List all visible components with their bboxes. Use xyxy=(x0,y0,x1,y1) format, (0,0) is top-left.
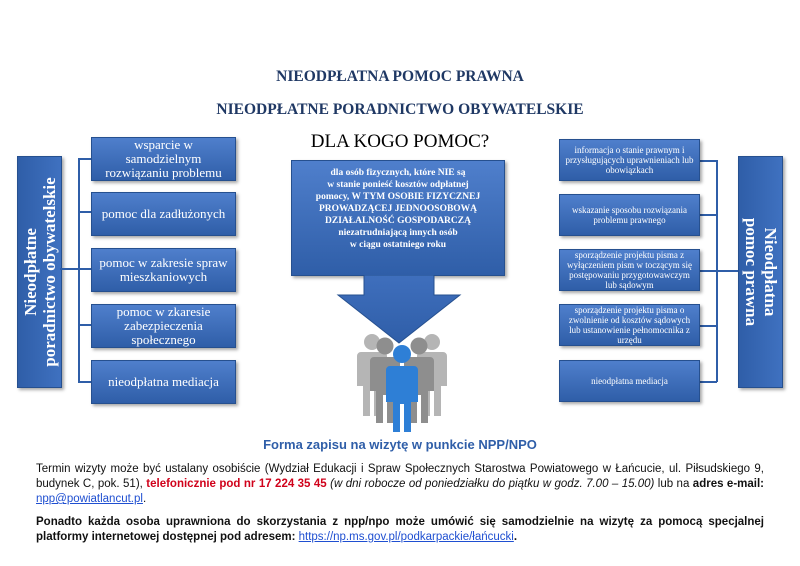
email-link[interactable]: npp@powiatlancut.pl xyxy=(36,493,143,505)
left-tick-3 xyxy=(78,268,91,270)
left-vertical-line1: Nieodpłatne xyxy=(20,228,40,316)
left-item-4: pomoc w zkaresie zabezpieczenia społecznego xyxy=(91,304,236,348)
or-text: lub na xyxy=(654,478,693,490)
right-vertical-title xyxy=(738,156,783,388)
right-tick-1 xyxy=(700,160,717,162)
right-tick-3 xyxy=(700,270,717,272)
phone-info: telefonicznie pod nr 17 224 35 45 xyxy=(146,478,327,490)
registration-paragraph-1 xyxy=(36,462,764,507)
registration-text: Termin wizyty może być ustalany osobiście (Wydział Edukacji i Spraw Społecznych Starostwa Powiatowego w Łańcucie, ul. Piłsudskiego 9, budynek C, pok. 51), xyxy=(36,463,764,490)
right-item-4: sporządzenie projektu pisma o zwolnienie od kosztów sądowych lub ustanowienie pełnomocnika z urzędu xyxy=(559,304,700,346)
para1-end: . xyxy=(142,493,147,505)
para2-end: . xyxy=(513,531,518,543)
main-title: NIEODPŁATNA POMOC PRAWNA xyxy=(276,68,524,85)
left-vertical-line2: poradnictwo obywatelskie xyxy=(39,177,59,367)
right-tick-4 xyxy=(700,325,717,327)
left-connector xyxy=(60,268,78,270)
registration-paragraph-2 xyxy=(36,515,764,545)
who-title: DLA KOGO POMOC? xyxy=(310,131,490,152)
registration-title: Forma zapisu na wizytę w punkcie NPP/NPO xyxy=(263,437,537,452)
left-item-1: wsparcie w samodzielnym rozwiązaniu problemu xyxy=(91,137,236,181)
office-hours: (w dni robocze od poniedziałku do piątku w godz. 7.00 – 15.00) xyxy=(326,478,655,490)
eligibility-line-7: w ciągu ostatniego roku xyxy=(349,240,447,250)
eligibility-line-6: niezatrudniającą innych osób xyxy=(338,228,458,238)
left-vertical-title xyxy=(17,156,62,388)
platform-text: Ponadto każda osoba uprawniona do skorzystania z npp/npo może umówić się samodzielnie na wizytę za pomocą specjalnej platformy internetowej dostępnej pod adresem: xyxy=(36,516,764,543)
right-item-2: wskazanie sposobu rozwiązania problemu prawnego xyxy=(559,194,700,236)
right-tick-2 xyxy=(700,214,717,216)
eligibility-box xyxy=(291,160,505,276)
left-item-2: pomoc dla zadłużonych xyxy=(91,192,236,236)
right-item-5: nieodpłatna mediacja xyxy=(559,360,700,402)
left-item-3: pomoc w zakresie spraw mieszkaniowych xyxy=(91,248,236,292)
eligibility-line-5: DZIAŁALNOŚĆ GOSPODARCZĄ xyxy=(325,216,471,226)
left-tick-1 xyxy=(78,158,91,160)
left-tick-5 xyxy=(78,381,91,383)
left-tick-4 xyxy=(78,324,91,326)
right-item-3: sporządzenie projektu pisma z wyłączeniem pism w toczącym się postępowaniu przygotowawczym lub sądowym xyxy=(559,249,700,291)
right-vertical-line1: Nieodpłatna xyxy=(760,227,780,317)
left-spine xyxy=(78,158,80,382)
left-tick-2 xyxy=(78,211,91,213)
eligibility-line-4: PROWADZĄCEJ JEDNOOSOBOWĄ xyxy=(318,204,478,214)
right-tick-5 xyxy=(700,381,717,383)
right-vertical-line2: pomoc prawna xyxy=(741,217,761,327)
email-label: adres e-mail: xyxy=(692,478,764,490)
left-item-5: nieodpłatna mediacja xyxy=(91,360,236,404)
secondary-title: NIEODPŁATNE PORADNICTWO OBYWATELSKIE xyxy=(216,101,584,118)
eligibility-line-3: pomocy, W TYM OSOBIE FIZYCZNEJ xyxy=(315,192,481,202)
right-connector xyxy=(718,270,738,272)
eligibility-line-2: w stanie ponieść kosztów odpłatnej xyxy=(327,180,469,190)
people-group-icon xyxy=(352,322,452,434)
right-item-1: informacja o stanie prawnym i przysługujących uprawnieniach lub obowiązkach xyxy=(559,139,700,181)
platform-link[interactable]: https://np.ms.gov.pl/podkarpackie/łańcucki xyxy=(298,531,514,543)
eligibility-line-1: dla osób fizycznych, które NIE są xyxy=(330,168,466,178)
